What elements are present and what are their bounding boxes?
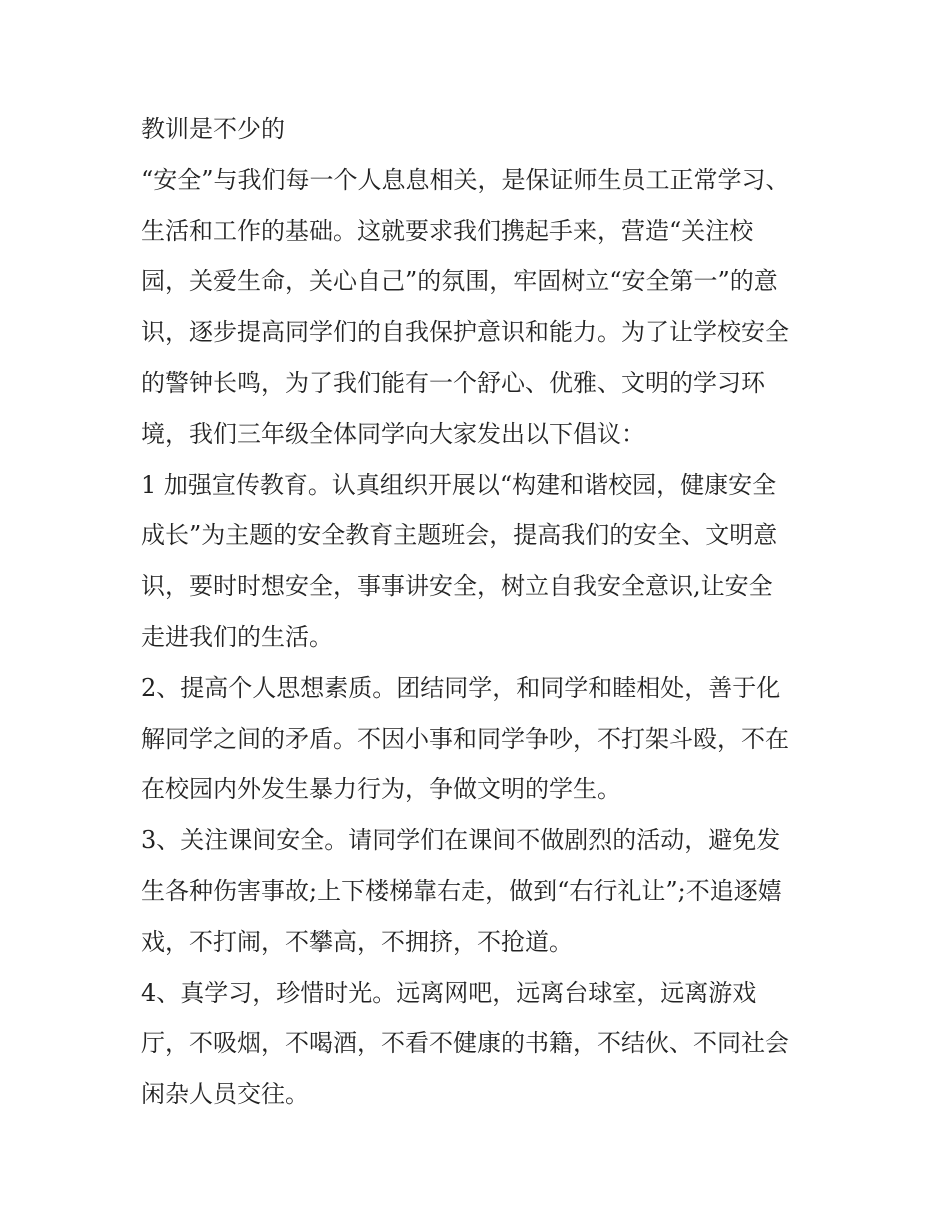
- text-line: 生各种伤害事故;上下楼梯靠右走，做到“右行礼让”;不追逐嬉: [141, 876, 782, 905]
- text-line: 解同学之间的矛盾。不因小事和同学争吵，不打架斗殴，不在: [141, 724, 789, 753]
- document-body: [141, 104, 821, 1120]
- text-line: 戏，不打闹，不攀高，不拥挤，不抢道。: [141, 927, 573, 956]
- text-line: 识，逐步提高同学们的自我保护意识和能力。为了让学校安全: [141, 318, 789, 347]
- text-line: 园，关爱生命，关心自己”的氛围，牢固树立“安全第一”的意: [141, 267, 778, 296]
- text-line: 4、真学习，珍惜时光。远离网吧，远离台球室，远离游戏: [141, 978, 757, 1007]
- text-line: 1 加强宣传教育。认真组织开展以“构建和谐校园，健康安全: [141, 470, 777, 499]
- text-line: 生活和工作的基础。这就要求我们携起手来，营造“关注校: [141, 216, 754, 245]
- text-line: 的警钟长鸣，为了我们能有一个舒心、优雅、文明的学习环: [141, 368, 765, 397]
- text-line: 3、关注课间安全。请同学们在课间不做剧烈的活动，避免发: [141, 826, 781, 855]
- text-line: 在校园内外发生暴力行为，争做文明的学生。: [141, 775, 621, 804]
- text-line: 闲杂人员交往。: [141, 1080, 309, 1109]
- text-line: “安全”与我们每一个人息息相关，是保证师生员工正常学习、: [141, 165, 790, 194]
- text-line: 境，我们三年级全体同学向大家发出以下倡议：: [141, 419, 645, 448]
- text-line: 2、提高个人思想素质。团结同学，和同学和睦相处，善于化: [141, 673, 781, 702]
- text-line: 厅，不吸烟，不喝酒，不看不健康的书籍，不结伙、不同社会: [141, 1029, 789, 1058]
- text-line: 走进我们的生活。: [141, 622, 333, 651]
- text-line: 识，要时时想安全，事事讲安全，树立自我安全意识,让安全: [141, 572, 773, 601]
- text-line: 教训是不少的: [141, 115, 285, 143]
- text-line: 成长”为主题的安全教育主题班会，提高我们的安全、文明意: [141, 521, 778, 550]
